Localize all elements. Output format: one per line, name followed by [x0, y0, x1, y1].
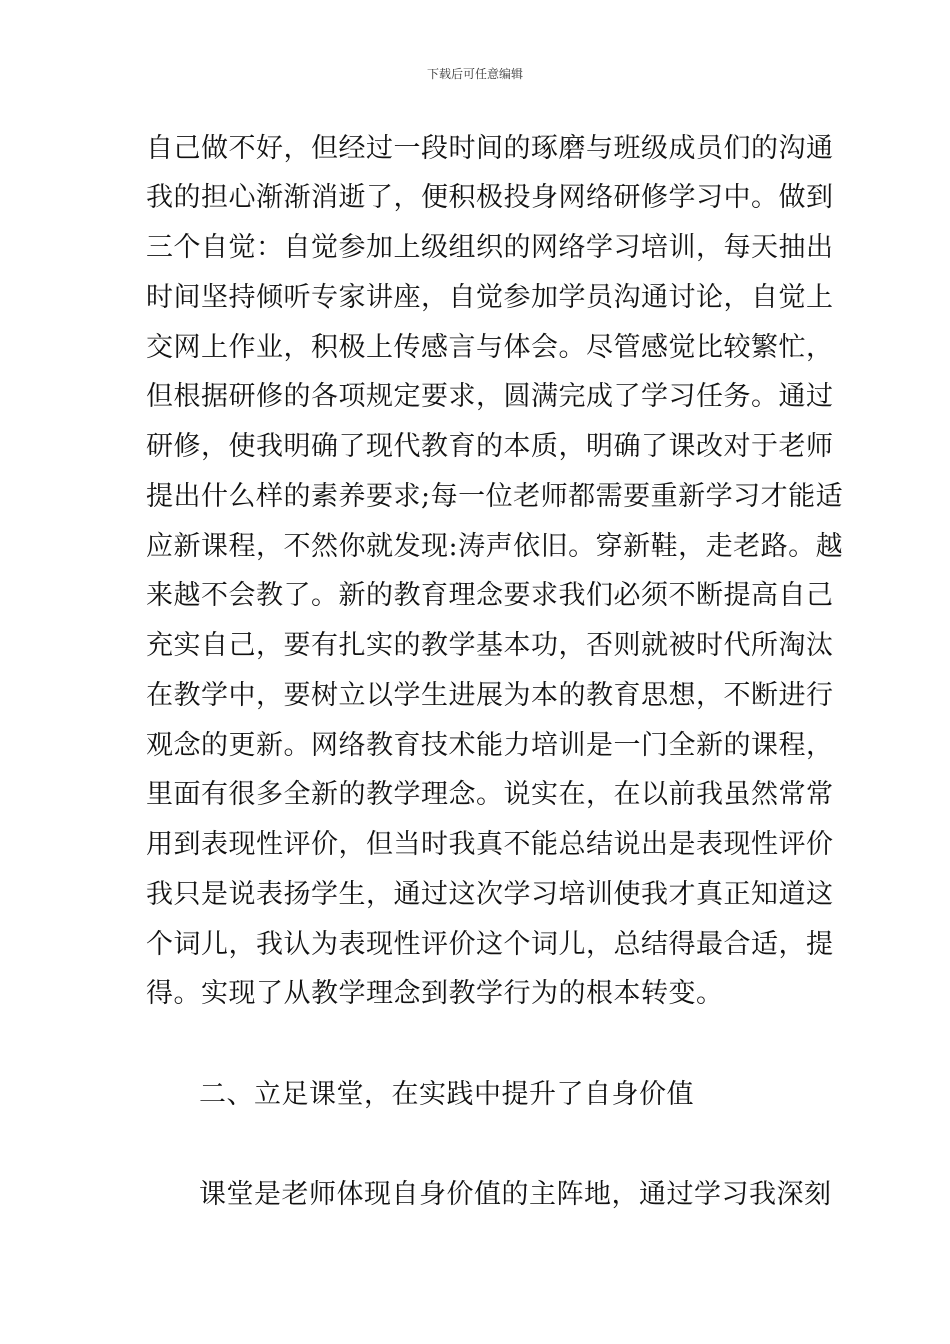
- text-line: 自己做不好，但经过一段时间的琢磨与班级成员们的沟通: [146, 133, 834, 164]
- text-line: 个词儿，我认为表现性评价这个词儿，总结得最合适，提: [146, 929, 834, 960]
- section-heading: 二、立足课堂，在实践中提升了自身价值: [199, 1079, 694, 1110]
- text-line: 来越不会教了。新的教育理念要求我们必须不断提高自己: [146, 580, 834, 611]
- text-line: 三个自觉：自觉参加上级组织的网络学习培训，每天抽出: [146, 232, 834, 263]
- text-line: 但根据研修的各项规定要求，圆满完成了学习任务。通过: [146, 381, 834, 412]
- text-line: 在教学中，要树立以学生进展为本的教育思想，不断进行: [146, 680, 834, 711]
- text-line: 里面有很多全新的教学理念。说实在，在以前我虽然常常: [146, 779, 834, 810]
- text-line: 交网上作业，积极上传感言与体会。尽管感觉比较繁忙，: [146, 332, 834, 363]
- text-line: 研修，使我明确了现代教育的本质，明确了课改对于老师: [146, 431, 834, 462]
- text-line: 应新课程，不然你就发现:涛声依旧。穿新鞋，走老路。越: [146, 531, 844, 562]
- text-line: 充实自己，要有扎实的教学基本功，否则就被时代所淘汰: [146, 630, 834, 661]
- page-header: 下载后可任意编辑: [426, 67, 523, 81]
- text-line: 得。实现了从教学理念到教学行为的根本转变。: [146, 978, 724, 1009]
- text-line: 用到表现性评价，但当时我真不能总结说出是表现性评价: [146, 829, 834, 860]
- text-line: 课堂是老师体现自身价值的主阵地，通过学习我深刻: [199, 1179, 832, 1210]
- text-line: 我的担心渐渐消逝了，便积极投身网络研修学习中。做到: [146, 182, 834, 213]
- text-line: 提出什么样的素养要求;每一位老师都需要重新学习才能适: [146, 481, 844, 512]
- text-line: 观念的更新。网络教育技术能力培训是一门全新的课程，: [146, 730, 834, 761]
- text-line: 我只是说表扬学生，通过这次学习培训使我才真正知道这: [146, 879, 834, 910]
- text-line: 时间坚持倾听专家讲座，自觉参加学员沟通讨论，自觉上: [146, 282, 834, 313]
